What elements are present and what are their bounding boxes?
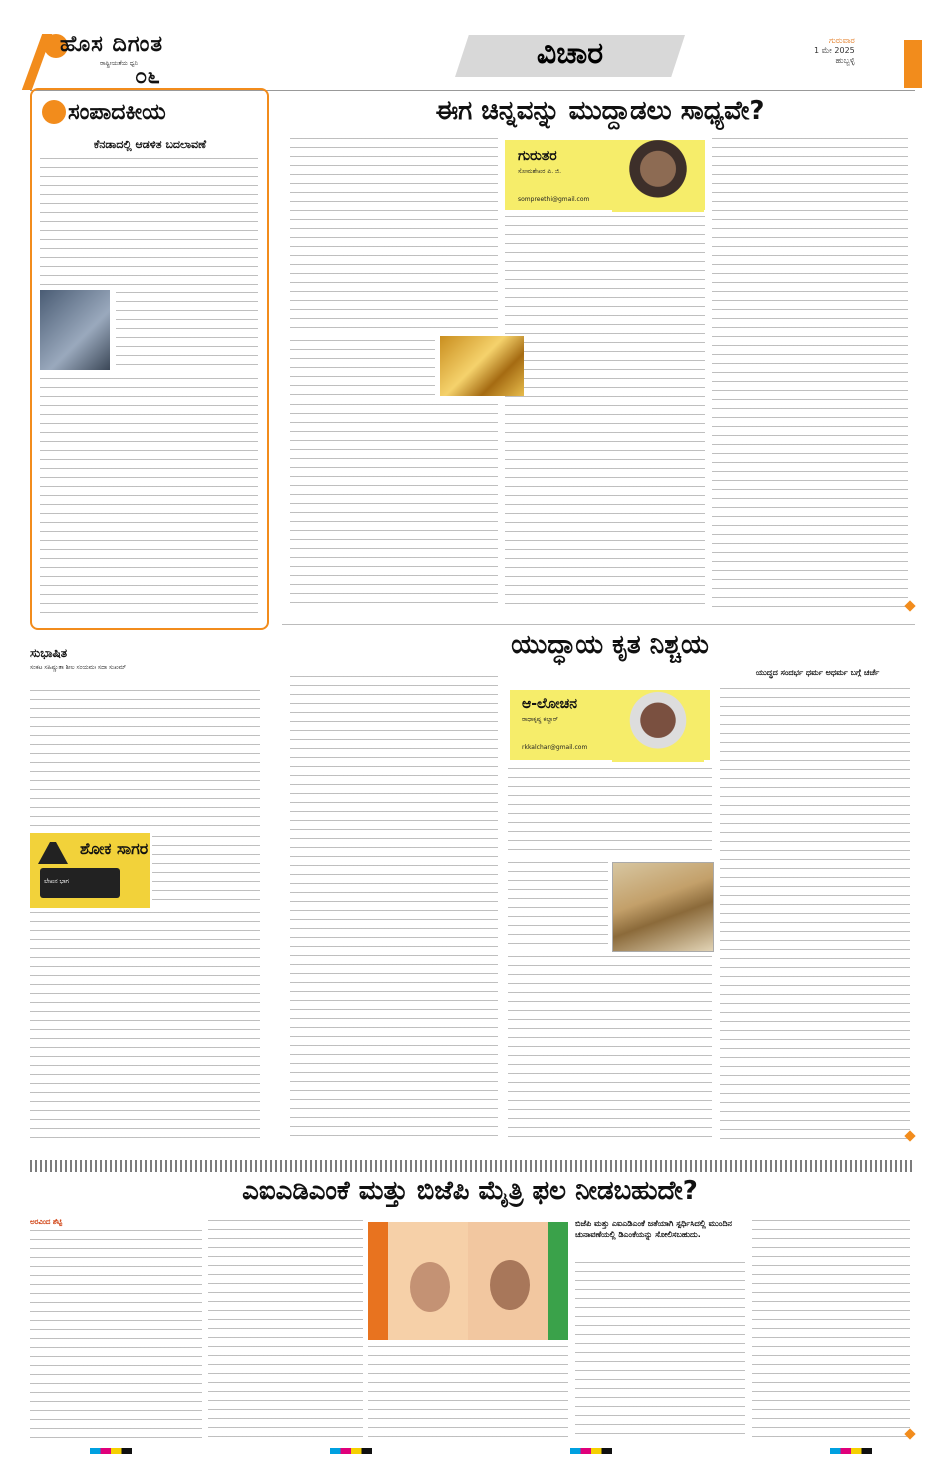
editorial-headline[interactable]: ಕೆನಡಾದಲ್ಲಿ ಆಡಳಿತ ಬದಲಾವಣೆ bbox=[93, 138, 207, 151]
article3-col2 bbox=[208, 1220, 363, 1440]
editorial-body-top bbox=[40, 158, 258, 286]
article2-col3 bbox=[720, 688, 910, 1142]
subhashita-body-lower bbox=[30, 912, 260, 1142]
page-number: ೦೬ bbox=[135, 64, 160, 89]
quote-side-body bbox=[152, 836, 260, 906]
article1-col1 bbox=[290, 138, 498, 334]
article1-author: ಸೋಮಶೇಖರ ಪಿ. ಜಿ. bbox=[518, 168, 561, 175]
editorial-body-side bbox=[116, 292, 258, 372]
article1-column-name: ಗುರುತರ bbox=[518, 148, 557, 164]
print-registration-mark bbox=[570, 1448, 612, 1454]
editorial-label: ಸಂಪಾದಕೀಯ bbox=[68, 100, 166, 125]
article3-col4 bbox=[575, 1262, 745, 1440]
article2-column-name: ಆ-ಲೋಚನ bbox=[522, 696, 577, 712]
article3-byline: ಅರವಿಂದ ಶೆಟ್ಟಿ bbox=[30, 1218, 63, 1226]
gold-jewellery-photo bbox=[440, 336, 524, 396]
article1-headline[interactable]: ಈಗ ಚಿನ್ನವನ್ನು ಮುದ್ದಾಡಲು ಸಾಧ್ಯವೇ? bbox=[435, 96, 765, 126]
city: ಹುಬ್ಬಳ್ಳಿ bbox=[835, 56, 855, 65]
article2-col2-side bbox=[508, 862, 608, 952]
subhashita-body bbox=[30, 690, 260, 830]
editorial-body-bottom bbox=[40, 378, 258, 620]
page-edge-tab bbox=[904, 40, 922, 88]
politicians-photo bbox=[368, 1222, 568, 1340]
article1-col1-mid bbox=[290, 340, 435, 400]
print-registration-mark bbox=[830, 1448, 872, 1454]
quote-box-name: ಲೇಖನ ಭಾಗ bbox=[44, 878, 69, 885]
dateline bbox=[814, 36, 855, 66]
print-registration-mark bbox=[90, 1448, 132, 1454]
paper-name[interactable]: ಹೊಸ ದಿಗಂತ bbox=[60, 32, 164, 57]
editorial-photo bbox=[40, 290, 110, 370]
print-registration-mark bbox=[330, 1448, 372, 1454]
article1-rule bbox=[282, 624, 915, 625]
article2-col1 bbox=[290, 676, 498, 1142]
article2-email[interactable]: rkkalchar@gmail.com bbox=[522, 744, 588, 751]
section-divider-strip bbox=[30, 1160, 915, 1172]
article1-email[interactable]: sompreethi@gmail.com bbox=[518, 196, 590, 203]
article3-col3 bbox=[368, 1346, 568, 1440]
editorial-emblem-icon bbox=[42, 100, 66, 124]
article1-col3 bbox=[712, 138, 908, 610]
article3-headline[interactable]: ಎಐಎಡಿಎಂಕೆ ಮತ್ತು ಬಿಜೆಪಿ ಮೈತ್ರಿ ಫಲ ನೀಡಬಹುದೇ? bbox=[242, 1176, 698, 1206]
article1-col1-bottom bbox=[290, 404, 498, 610]
day: ಗುರುವಾರ bbox=[828, 36, 855, 45]
politician-face-1 bbox=[410, 1262, 450, 1312]
date: 1 ಮೇ 2025 bbox=[814, 46, 855, 55]
article2-author: ರಾಧಾಕೃಷ್ಣ ಕಲ್ಚಾರ್ bbox=[522, 716, 558, 723]
paper-tagline: ರಾಷ್ಟ್ರೀಯತೆಯ ಧ್ವನಿ bbox=[100, 60, 138, 67]
article2-col2-top bbox=[508, 768, 712, 858]
article3-col5 bbox=[752, 1220, 910, 1440]
article3-col1 bbox=[30, 1230, 202, 1440]
article2-author-photo bbox=[612, 690, 704, 762]
article2-headline[interactable]: ಯುದ್ಧಾಯ ಕೃತ ನಿಶ್ಚಯ bbox=[511, 630, 709, 660]
article3-side-summary: ಬಿಜೆಪಿ ಮತ್ತು ಎಐಎಡಿಎಂಕೆ ಜತೆಯಾಗಿ ಸ್ಪರ್ಧಿಸಿದಲ್ಲಿ ಮುಂದಿನ ಚುನಾವಣೆಯಲ್ಲಿ ಡಿಎಂಕೆಯನ್ನು ಸೋಲಿಸಬಹುದು. bbox=[575, 1219, 732, 1239]
article2-subhead: ಯುದ್ಧದ ಸಂದರ್ಭ ಧರ್ಮ ಅಧರ್ಮ ಬಗ್ಗೆ ಚರ್ಚೆ bbox=[755, 668, 880, 677]
section-title: ವಿಚಾರ bbox=[536, 36, 604, 71]
politician-face-2 bbox=[490, 1260, 530, 1310]
chariot-illustration bbox=[612, 862, 714, 952]
article1-col2 bbox=[505, 216, 705, 610]
quote-box-title: ಶೋಕ ಸಾಗರ bbox=[80, 839, 149, 858]
article2-col2-bottom bbox=[508, 956, 712, 1142]
subhashita-title: ಸುಭಾಷಿತ bbox=[30, 646, 68, 660]
subhashita-verse: ಸಂಕಟ ಸಹಿಷ್ಣುತಾ ಶೀಲ ಸಂಯಮಃ ಸದಾ ಸುಖಮ್ bbox=[30, 664, 127, 671]
article1-author-photo bbox=[612, 140, 704, 212]
